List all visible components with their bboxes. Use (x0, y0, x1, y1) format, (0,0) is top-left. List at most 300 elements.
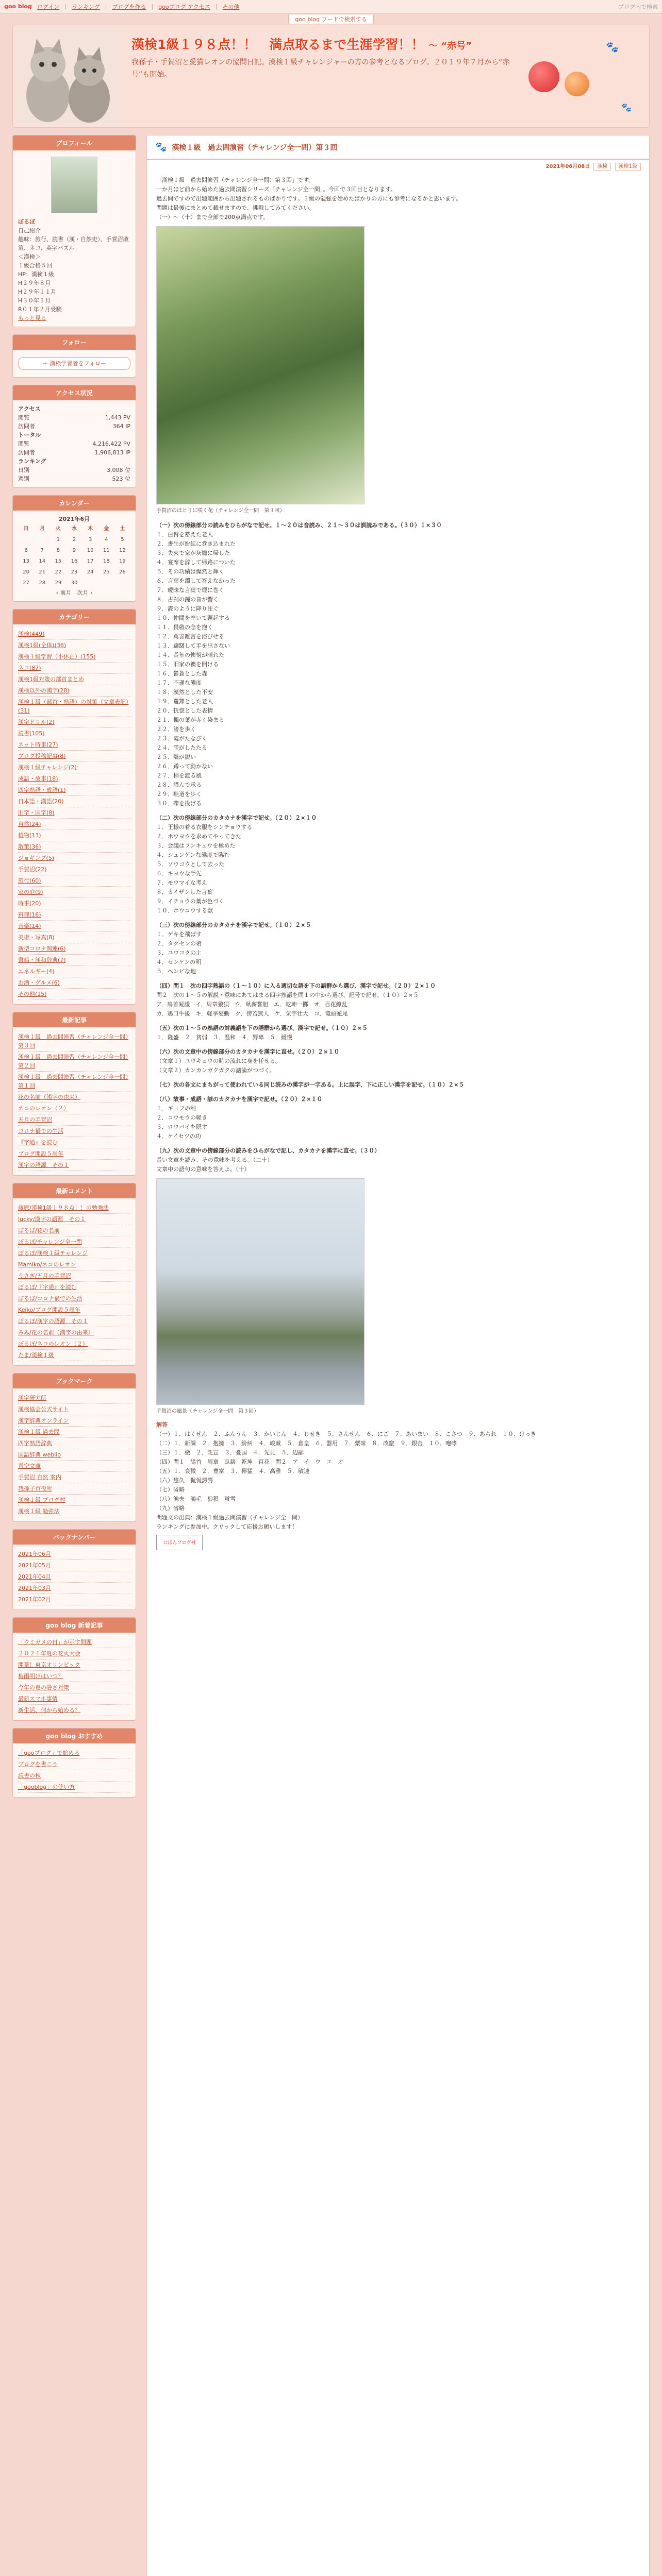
categories-box (12, 609, 136, 1005)
calendar-day[interactable]: 17 (87, 558, 94, 564)
article-title[interactable]: 漢検１級 過去問演習（チャレンジ全一問）第３回 (172, 143, 338, 152)
goo-new-posts-list (13, 1633, 136, 1720)
category-link[interactable]: 音楽(14) (18, 921, 130, 932)
recent-post-link[interactable]: 花の名前（漢字の由来） (18, 1092, 130, 1103)
question-item: ６．キヨウな手先 (156, 870, 202, 877)
question-section-1 (156, 521, 640, 808)
question-item: カ．鶏口牛後 キ．軽挙妄動 ク．傍若無人 ケ．気宇壮大 コ．竜頭蛇尾 (156, 1010, 348, 1017)
blog-title[interactable]: 漢検1級１９８点！！ 満点取るまで生涯学習！！ 〜 “赤号” (131, 37, 472, 52)
profile-name[interactable]: ぼるぼ (18, 218, 35, 225)
paw-icon: 🐾 (155, 142, 167, 152)
question-item: ２０．恍惚とした表情 (156, 707, 213, 714)
intro-line: 過去問ですので出題範囲から出題されるものばかりです。１級の勉強を始めたばかりの方にも参考になるかと思います。 (156, 195, 462, 202)
question-item: ９．イチョウの葉が色づく (156, 898, 224, 905)
question-item: ２．コウモウの軽き (156, 1114, 207, 1121)
recent-comment-link[interactable]: ぼるぼ/『字通』を読む (18, 1282, 130, 1293)
question-item: ３．失火で家が灰燼に帰した (156, 550, 230, 556)
answer-line: （八）漁夫 鴻毛 狼狽 蛍雪 (156, 1496, 236, 1502)
question-item: １．王様の着る衣服をシンチョウする (156, 824, 253, 831)
question-item: ３０．礫を投げる (156, 800, 202, 807)
recent-post-link[interactable]: ネコのレオン（２） (18, 1103, 130, 1114)
calendar-day[interactable]: 27 (23, 580, 29, 586)
profile-line: H２９年１１月 (18, 289, 57, 295)
question-item: １．ゲキを飛ばす (156, 931, 202, 938)
profile-line: H３０年１月 (18, 297, 51, 304)
category-link[interactable]: 漢字ドリル(2) (18, 717, 130, 728)
article-photo-lake[interactable] (156, 1178, 365, 1405)
bookmarks-heading: ブックマーク (13, 1374, 136, 1388)
category-link[interactable]: 漢検１級チャレンジ(2) (18, 762, 130, 773)
follow-heading: フォロー (13, 335, 136, 350)
calendar-day (98, 578, 114, 588)
question-item: ２．タクセンの術 (156, 940, 202, 947)
blog-search-hint[interactable]: ブログ内で検索 (618, 3, 658, 10)
answer-line: （六）悠久 侃侃諤諤 (156, 1477, 213, 1484)
answer-line: （七）省略 (156, 1486, 185, 1493)
recent-comment-link[interactable]: ぼるぼ/チャレンジ全一問 (18, 1236, 130, 1248)
category-link[interactable]: ネコ(87) (18, 663, 130, 674)
topbar-separator: | (151, 3, 154, 10)
article-meta (147, 160, 649, 172)
goo-post-link[interactable]: ２０２１年夏の花火大会 (18, 1648, 130, 1659)
access-row: 閲覧 1,443 PV (18, 414, 130, 421)
red-yarn-ball-icon (528, 61, 559, 92)
question-item: １０．仲間を率いて蹶起する (156, 615, 230, 621)
question-item: ３．ユウコクの士 (156, 950, 202, 956)
calendar-day[interactable]: 1 (56, 537, 60, 543)
bookmarks-list (13, 1388, 136, 1521)
question-item: １５．旧家の襖を開ける (156, 661, 219, 668)
bookmark-link[interactable]: 漢字辞典オンライン (18, 1415, 130, 1427)
bookmark-link[interactable]: 国語辞典 weblio (18, 1449, 130, 1461)
recent-comment-link[interactable]: ぼるぼ/コロナ禍での生活 (18, 1293, 130, 1304)
backnumber-heading: バックナンバー (13, 1530, 136, 1545)
goo-post-link[interactable]: 最新スマホ事情 (18, 1693, 130, 1705)
question-section-6 (156, 1047, 640, 1075)
calendar-day[interactable]: 16 (71, 558, 78, 564)
intro-line: 問題は最後にまとめて載せますので、挑戦してみてください。 (156, 205, 315, 211)
access-row: 閲覧 4,216,422 PV (18, 440, 130, 447)
access-row: 訪問者 364 IP (18, 423, 130, 430)
recent-comment-link[interactable]: Keiko/ブログ開設５周年 (18, 1304, 130, 1316)
question-heading: （四）問１ 次の四字熟語の（１～１０）に入る適切な語を下の語群から選び、漢字で記せ。（２０）２×１０ (156, 982, 436, 989)
category-link[interactable]: 漢検以外の漢字(28) (18, 685, 130, 697)
category-link[interactable]: 漢検１級学習（小休止）(155) (18, 651, 130, 663)
topbar-access-link[interactable]: gooブログ アクセス (158, 3, 210, 10)
topbar-more-link[interactable]: その他 (222, 3, 240, 10)
calendar-day[interactable]: 12 (119, 548, 126, 553)
goo-new-posts-heading: goo blog 新着記事 (13, 1618, 136, 1633)
recent-posts-box (12, 1012, 136, 1176)
calendar-day[interactable]: 30 (71, 580, 78, 586)
recent-post-link[interactable]: ブログ開設５周年 (18, 1148, 130, 1160)
goo-post-link[interactable]: 今年の夏の暑さ対策 (18, 1682, 130, 1693)
goo-blog-logo[interactable]: goo blog (4, 3, 32, 10)
calendar-weekday: 月 (39, 526, 45, 532)
access-row: トータル (18, 432, 41, 438)
category-link[interactable]: お酒・グルメ(6) (18, 977, 130, 989)
profile-line: 自己紹介 (18, 227, 41, 234)
question-item: ４．宴席を辞して帰路についた (156, 559, 236, 566)
intro-line: （一）～（十）まで全部で200点満点です。 (156, 214, 269, 221)
blog-mura-banner[interactable]: にほんブログ村 (156, 1535, 203, 1550)
profile-line: R０１年２月受験 (18, 306, 62, 313)
question-item: ２３．霞がたなびく (156, 735, 207, 742)
question-section-3 (156, 921, 640, 976)
recent-post-link[interactable]: 漢検１級 過去問演習（チャレンジ全一問）第３回 (18, 1031, 130, 1052)
question-item: 問２ 次の１～５の解説・意味にあてはまる四字熟語を問１の中から選び、記号で記せ。（１０）２×５ (156, 992, 419, 998)
article-tag[interactable]: 漢検 (593, 163, 611, 171)
question-heading: （六）次の文章中の傍線部分のカタカナを漢字に直せ。（２０）２×１０ (156, 1048, 340, 1055)
recent-comment-link[interactable]: 藤原/漢検1級１９８点！！の勉強法 (18, 1202, 130, 1214)
question-item: １８．漠然とした不安 (156, 689, 213, 696)
answer-line: （三）１．檄 ２．託宣 ３．憂国 ４．先見 ５．辺鄙 (156, 1449, 304, 1456)
recent-post-link[interactable]: 漢検１級 過去問演習（チャレンジ全一問）第１回 (18, 1072, 130, 1092)
calendar-day[interactable]: 24 (87, 569, 94, 575)
calendar-weekday: 火 (55, 526, 61, 532)
calendar-day[interactable]: 20 (23, 569, 29, 575)
backnumber-list (13, 1545, 136, 1609)
recent-posts-heading: 最新記事 (13, 1012, 136, 1027)
calendar-month: 2021年6月 (58, 516, 90, 522)
question-heading: （三）次の傍線部分のカタカナを漢字で記せ。（１０）２×５ (156, 922, 311, 928)
calendar-day[interactable]: 28 (39, 580, 46, 586)
promo-link[interactable]: goo blog ワードで検索する (288, 14, 373, 24)
access-heading: アクセス状況 (13, 385, 136, 400)
question-item: １３．躊躇して手を出さない (156, 642, 230, 649)
promo-banner (0, 13, 662, 25)
calendar-day[interactable]: 22 (55, 569, 62, 575)
blog-description: 我孫子・手賀沼と愛猫レオンの協問日記。漢検１級チャレンジャーの方の参考となるブログ。２０１９年７月から“赤号”も開始。 (131, 58, 510, 79)
recent-comments-heading: 最新コメント (13, 1183, 136, 1198)
question-item: ４．センケンの明 (156, 959, 202, 965)
profile-line: HP：漢検１級 (18, 271, 54, 278)
backnumber-link[interactable]: 2021年06月 (18, 1549, 130, 1560)
question-item: ２８．謹んで承る (156, 782, 202, 788)
recent-post-link[interactable]: 漢字の語源 その１ (18, 1160, 130, 1171)
calendar-day[interactable]: 4 (105, 537, 108, 543)
calendar-day[interactable]: 25 (103, 569, 110, 575)
category-link[interactable]: 美術・写真(8) (18, 932, 130, 943)
access-row: 日別 3,008 位 (18, 467, 130, 473)
recent-comment-link[interactable]: Mamiko/ネコのレオン (18, 1259, 130, 1270)
backnumber-link[interactable]: 2021年04月 (18, 1571, 130, 1583)
category-link[interactable]: 自然(24) (18, 819, 130, 830)
calendar-day (114, 578, 130, 588)
question-item: ２．書生が紛紜に巻き込まれた (156, 540, 236, 547)
profile-line: H２９年８月 (18, 280, 51, 286)
category-link[interactable]: 漢検1級対策の部首まとめ (18, 674, 130, 685)
recent-post-link[interactable]: 漢検１級 過去問演習（チャレンジ全一問）第２回 (18, 1052, 130, 1072)
bookmark-link[interactable]: 手賀沼 自然 案内 (18, 1472, 130, 1483)
recent-comment-link[interactable]: みみ/花の名前（漢字の由来） (18, 1327, 130, 1338)
question-item: ２７．梢を渡る風 (156, 772, 202, 779)
question-item: ２４．雫がしたたる (156, 744, 207, 751)
answer-line: （五）１．衰微 ２．豊富 ３．獰猛 ４．高雅 ５．敏速 (156, 1468, 309, 1475)
goo-pick-list (13, 1743, 136, 1797)
access-row: 訪問者 1,906,813 IP (18, 449, 130, 456)
goo-pick-link[interactable]: 読書の秋 (18, 1770, 130, 1782)
calendar-day[interactable]: 3 (88, 537, 92, 543)
goo-post-link[interactable]: 「ウミガメの日」が示す問題 (18, 1637, 130, 1648)
bookmark-link[interactable]: 漢検１級 過去問 (18, 1427, 130, 1438)
category-link[interactable]: 日本語・漢語(20) (18, 796, 130, 807)
access-row: ランキング (18, 458, 46, 465)
question-heading: （九）次の文章中の傍線部分の読みをひらがなで記し、カタカナを漢字に直せ。（３０） (156, 1147, 380, 1154)
bookmark-link[interactable]: 青空文庫 (18, 1461, 130, 1472)
calendar-day[interactable]: 6 (24, 548, 28, 553)
question-section-8 (156, 1095, 640, 1141)
question-item: ８．古刹の鐘の音が響く (156, 596, 219, 603)
category-link[interactable]: 新型コロナ関連(6) (18, 943, 130, 955)
recent-posts-list (13, 1027, 136, 1175)
calendar-day[interactable]: 10 (87, 548, 94, 553)
question-item: ７．曖昧な言葉で煙に巻く (156, 587, 224, 594)
recent-comments-list (13, 1198, 136, 1365)
recent-post-link[interactable]: 『字通』を読む (18, 1137, 130, 1148)
category-link[interactable]: 漢検1級(全体)(36) (18, 640, 130, 651)
profile-avatar[interactable] (51, 157, 97, 213)
question-heading: （一）次の傍線部分の読みをひらがなで記せ。１～２０は音読み、２１～３０は訓読みである。（３０）１×３０ (156, 522, 442, 529)
answer-line: （二）１．新調 ２．抱擁 ３．紛糾 ４．峻厳 ５．倉皇 ６．器用 ７．蒙昧 ８．改竄 ９．銀杏 １０．咆哮 (156, 1440, 457, 1447)
article-body (147, 172, 649, 1554)
question-item: ４．シュンゲンな態度で臨む (156, 852, 230, 858)
article-header (147, 135, 649, 160)
category-link[interactable]: ネット時事(27) (18, 739, 130, 751)
calendar-day[interactable]: 26 (119, 569, 126, 575)
question-item: ７．モウマイな考え (156, 879, 207, 886)
goo-pick-heading: goo blog おすすめ (13, 1728, 136, 1743)
category-link[interactable]: 成語・故事(18) (18, 773, 130, 785)
question-item: ２６．蹲って動かない (156, 763, 213, 770)
article-photo-tree[interactable] (156, 226, 365, 504)
top-navigation-bar (0, 0, 662, 13)
question-item: ２１．楓の葉が赤く染まる (156, 717, 224, 723)
category-link[interactable]: 散策(36) (18, 841, 130, 853)
calendar-heading: カレンダー (13, 496, 136, 511)
category-link[interactable]: 読書(105) (18, 728, 130, 739)
category-link[interactable]: 植物(13) (18, 830, 130, 841)
follow-box (12, 334, 136, 378)
question-item: ５．ヘンピな地 (156, 968, 196, 975)
bookmark-link[interactable]: 四字熟語辞典 (18, 1438, 130, 1449)
question-section-7 (156, 1080, 640, 1090)
question-item: ５．ソウコウとして去った (156, 861, 224, 868)
question-item: １９．矍鑠とした老人 (156, 698, 213, 705)
topbar-create-blog-link[interactable]: ブログを作る (112, 3, 146, 10)
question-item: １１．畏敬の念を抱く (156, 624, 213, 631)
question-heading: （八）故事・成語・諺のカタカナを漢字で記せ。（２０）２×１０ (156, 1096, 323, 1103)
question-item: ５．その功績は燦然と輝く (156, 568, 224, 575)
question-item: ２５．嘴が鋭い (156, 754, 196, 760)
topbar-login-link[interactable]: ログイン (37, 3, 60, 10)
topbar-separator: | (105, 3, 107, 10)
question-item: ３．ロウバイを隠す (156, 1124, 207, 1130)
article-date: 2021年06月08日 (545, 164, 590, 170)
question-heading: （七）次の各文にまちがって使われている同じ読みの漢字が一字ある。上に誤字、下に正しい漢字を記せ。（１０）２×５ (156, 1081, 465, 1088)
answers-list (156, 1430, 640, 1513)
goo-pick-link[interactable]: ブログを書こう (18, 1759, 130, 1770)
calendar-day[interactable]: 19 (119, 558, 126, 564)
profile-box (12, 135, 136, 327)
calendar-day[interactable]: 18 (103, 558, 110, 564)
question-item: 長い文章を読み、その意味を考える。（二十） (156, 1157, 273, 1163)
category-list (13, 624, 136, 1004)
profile-line: １級合格５回 (18, 262, 52, 269)
category-link[interactable]: その他(15) (18, 989, 130, 1000)
category-link[interactable]: 時事(20) (18, 898, 130, 909)
blog-header (12, 25, 650, 128)
calendar-day (34, 534, 50, 545)
recent-comment-link[interactable]: ぼるぼ/漢検１級チャレンジ (18, 1248, 130, 1259)
cats-header-image (17, 28, 120, 125)
bookmark-link[interactable]: 漢検１級 勉強法 (18, 1506, 130, 1517)
topbar-separator: | (64, 3, 67, 10)
backnumber-box (12, 1529, 136, 1610)
answers-heading: 解答 (156, 1421, 168, 1428)
question-item: ア．鳩首凝議 イ．周章狼狽 ウ．臥薪嘗胆 エ．乾坤一擲 オ．百花繚乱 (156, 1001, 347, 1008)
bookmark-link[interactable]: 漢検協会公式サイト (18, 1404, 130, 1415)
calendar-day[interactable]: 29 (55, 580, 62, 586)
question-item: ６．言葉を濁して答えなかった (156, 578, 236, 584)
question-heading: （五）次の１～５の熟語の対義語を下の語群から選び、漢字で記せ。（１０）２×５ (156, 1025, 368, 1031)
calendar-weekday: 水 (71, 526, 77, 532)
question-item: 文章中の語句の意味を答えよ。（十） (156, 1166, 250, 1173)
intro-line: 「漢検１級 過去問演習（チャレンジ全一問）第３回」です。 (156, 177, 315, 183)
question-item: ３．会議はフンキュウを極めた (156, 842, 236, 849)
category-link[interactable]: ブログ投稿記事(8) (18, 751, 130, 762)
calendar-day (82, 578, 98, 588)
category-link[interactable]: 手賀沼(22) (18, 864, 130, 875)
intro-line: 一か月ほど前から始めた過去問演習シリーズ「チャレンジ全一問」。今回で３回目となります。 (156, 186, 396, 193)
category-link[interactable]: エネルギー(4) (18, 966, 130, 977)
question-item: ２．ホウヨウを求めてやってきた (156, 833, 241, 840)
calendar-day[interactable]: 21 (39, 569, 46, 575)
question-heading: （二）次の傍線部分のカタカナを漢字で記せ。（２０）２×１０ (156, 815, 317, 821)
goo-post-link[interactable]: 開幕！東京オリンピック (18, 1659, 130, 1671)
category-link[interactable]: 漢検(449) (18, 629, 130, 640)
access-row: アクセス (18, 405, 41, 412)
calendar-day[interactable]: 9 (72, 548, 76, 553)
topbar-ranking-link[interactable]: ランキング (72, 3, 100, 10)
article-tag[interactable]: 漢検1級 (615, 163, 641, 171)
category-link[interactable]: 書籍・漢和辞典(7) (18, 955, 130, 966)
calendar-day (18, 534, 34, 545)
sidebar (12, 135, 136, 1805)
question-item: １．隆盛 ２．貧弱 ３．温和 ４．野卑 ５．緩慢 (156, 1034, 292, 1041)
calendar-weekday: 金 (104, 526, 109, 532)
calendar-weekday: 日 (23, 526, 29, 532)
article-container (146, 135, 650, 2576)
profile-more-link[interactable]: もっと見る (18, 315, 46, 321)
access-row: 週別 523 位 (18, 476, 130, 482)
calendar-box (12, 495, 136, 602)
question-section-5 (156, 1024, 640, 1042)
question-section-2 (156, 814, 640, 916)
calendar-day[interactable]: 15 (55, 558, 62, 564)
question-item: （文章１）ユウキュウの時の流れに身を任せる。 (156, 1058, 281, 1064)
goo-pick-link[interactable]: 「gooblog」の使い方 (18, 1782, 130, 1793)
follow-button[interactable]: ＋ 漢検学習者をフォロー (18, 357, 130, 370)
backnumber-link[interactable]: 2021年05月 (18, 1560, 130, 1571)
ranking-line: ランキングに参加中。クリックして応援お願いします！ (156, 1523, 298, 1530)
question-item: ９．霰のように降り注ぐ (156, 605, 219, 612)
photo-caption: 手賀沼の風景（チャレンジ全一問 第３回） (156, 1409, 259, 1414)
categories-heading: カテゴリー (13, 609, 136, 624)
recent-comments-box (12, 1183, 136, 1366)
category-link[interactable]: 漢検１級（部首・熟語）の対策（文章表記）(31) (18, 697, 130, 717)
source-note: 問題文の出典：漢検１級過去問演習（チャレンジ全一問） (156, 1514, 304, 1521)
question-item: １０．ホウコウする獣 (156, 907, 213, 914)
calendar-day[interactable]: 11 (103, 548, 110, 553)
recent-comment-link[interactable]: たま/漢検１級 (18, 1350, 130, 1361)
orange-yarn-ball-icon (565, 72, 589, 96)
goo-pick-box (12, 1728, 136, 1798)
backnumber-link[interactable]: 2021年02月 (18, 1594, 130, 1605)
profile-line: 趣味：旅行、読書（漢・自然史）、手賀沼散策、ネコ、英字パズル (18, 236, 129, 251)
question-item: １４．長年の懊悩が晴れた (156, 652, 224, 658)
paw-prints-icon: 🐾 (606, 41, 619, 53)
calendar-day[interactable]: 14 (39, 558, 46, 564)
answer-line: （一）１．はくぜん ２．ふんうん ３．かいじん ４．じせき ５．さんぜん ６．にご ７．あいまい ８．こさつ ９．あられ １０．けっき (156, 1431, 536, 1437)
calendar-day[interactable]: 8 (56, 548, 60, 553)
recent-comment-link[interactable]: lucky/漢字の語源 その１ (18, 1214, 130, 1225)
question-item: １．白髯を蓄えた老人 (156, 531, 213, 538)
bookmarks-box (12, 1373, 136, 1522)
question-item: （文章２）カンカンガクガクの議論がつづく。 (156, 1067, 275, 1074)
goo-new-posts-box (12, 1617, 136, 1721)
calendar-nav[interactable]: ‹ 前月 次月 › (56, 589, 93, 596)
category-link[interactable]: 旧字・国字(8) (18, 807, 130, 819)
question-section-4 (156, 981, 640, 1019)
recent-post-link[interactable]: 五月の手賀沼 (18, 1114, 130, 1126)
category-link[interactable]: ジョギング(5) (18, 853, 130, 864)
recent-post-link[interactable]: コロナ禍での生活 (18, 1126, 130, 1137)
goo-post-link[interactable]: 梅雨明けはいつ？ (18, 1671, 130, 1682)
category-link[interactable]: 旅行(60) (18, 875, 130, 887)
question-section-9 (156, 1146, 640, 1174)
question-item: １７．不遜な態度 (156, 680, 202, 686)
calendar-day[interactable]: 23 (71, 569, 78, 575)
calendar-day[interactable]: 7 (40, 548, 44, 553)
calendar-weekday: 木 (88, 526, 93, 532)
calendar-day[interactable]: 13 (23, 558, 29, 564)
bookmark-link[interactable]: 我孫子市役所 (18, 1483, 130, 1495)
recent-comment-link[interactable]: ぼるぼ/漢字の語源 その１ (18, 1316, 130, 1327)
goo-post-link[interactable]: 新生活、何から始める？ (18, 1705, 130, 1716)
bookmark-link[interactable]: 漢字研究所 (18, 1393, 130, 1404)
recent-comment-link[interactable]: ぼるぼ/ネコのレオン（２） (18, 1338, 130, 1350)
backnumber-link[interactable]: 2021年03月 (18, 1583, 130, 1594)
bookmark-link[interactable]: 漢検１級 ブログ村 (18, 1495, 130, 1506)
calendar-weekday: 土 (120, 526, 125, 532)
access-box (12, 385, 136, 488)
answer-line: （九）省略 (156, 1505, 185, 1512)
question-item: ８．カイザンした言葉 (156, 889, 213, 895)
calendar-day[interactable]: 5 (121, 537, 124, 543)
goo-pick-link[interactable]: 「gooブログ」で始める (18, 1748, 130, 1759)
question-item: １２．罵詈雑言を浴びせる (156, 633, 224, 640)
category-link[interactable]: 家の庭(9) (18, 887, 130, 898)
paw-prints-icon: 🐾 (621, 103, 632, 112)
recent-comment-link[interactable]: うさぎ/五月の手賀沼 (18, 1270, 130, 1282)
recent-comment-link[interactable]: ぼるぼ/花の名前 (18, 1225, 130, 1236)
question-item: １６．鬱蒼とした森 (156, 670, 207, 677)
question-item: ４．ケイセツの功 (156, 1133, 201, 1140)
category-link[interactable]: 料理(16) (18, 909, 130, 921)
category-link[interactable]: 四字熟語・成語(1) (18, 785, 130, 796)
calendar-day[interactable]: 2 (72, 537, 76, 543)
